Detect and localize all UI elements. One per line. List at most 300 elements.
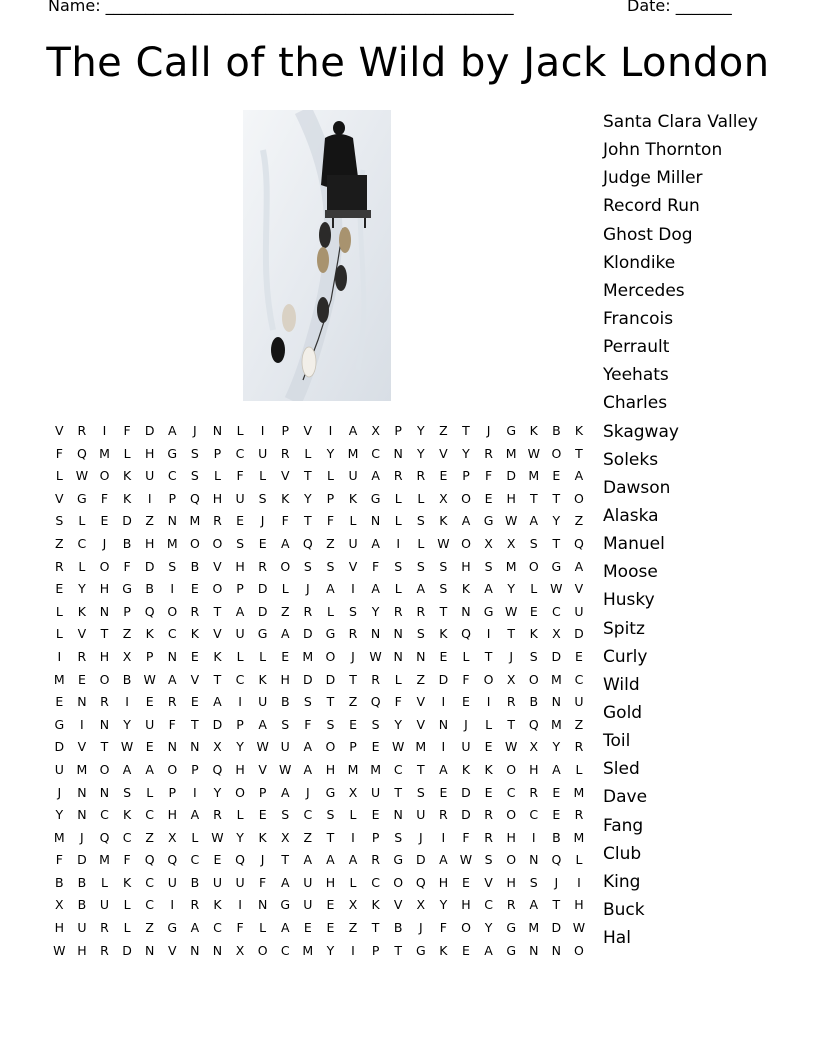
grid-letter[interactable]: N (370, 513, 381, 529)
grid-letter[interactable]: H (461, 558, 471, 574)
grid-letter[interactable]: H (235, 761, 245, 777)
grid-letter[interactable]: C (122, 829, 132, 845)
grid-letter[interactable]: D (461, 784, 471, 800)
grid-letter[interactable]: C (506, 784, 516, 800)
grid-letter[interactable]: T (349, 671, 357, 687)
grid-letter[interactable]: U (235, 626, 245, 642)
grid-letter[interactable]: H (438, 874, 449, 890)
grid-letter[interactable]: A (280, 784, 290, 800)
grid-letter[interactable]: C (235, 445, 245, 461)
grid-letter[interactable]: R (303, 603, 313, 619)
grid-letter[interactable]: I (238, 694, 242, 710)
grid-letter[interactable]: U (145, 716, 155, 732)
grid-letter[interactable]: T (507, 716, 515, 732)
grid-letter[interactable]: U (99, 897, 110, 913)
grid-letter[interactable]: E (462, 694, 470, 710)
grid-letter[interactable]: T (371, 920, 380, 936)
grid-letter[interactable]: G (167, 920, 178, 936)
grid-letter[interactable]: N (212, 423, 223, 438)
grid-letter[interactable]: R (77, 423, 87, 438)
grid-letter[interactable]: W (504, 513, 518, 529)
grid-letter[interactable]: Y (371, 603, 380, 619)
grid-letter[interactable]: L (485, 716, 493, 732)
grid-letter[interactable]: Y (552, 739, 561, 755)
grid-letter[interactable]: Y (304, 490, 312, 506)
grid-letter[interactable]: N (144, 942, 155, 958)
grid-letter[interactable]: X (348, 784, 358, 800)
grid-letter[interactable]: L (530, 581, 538, 597)
grid-letter[interactable]: A (122, 761, 132, 777)
grid-letter[interactable]: O (574, 942, 584, 958)
grid-letter[interactable]: D (461, 807, 471, 823)
grid-letter[interactable]: F (372, 558, 380, 574)
grid-letter[interactable]: U (416, 807, 426, 823)
grid-letter[interactable]: B (552, 829, 561, 845)
grid-letter[interactable]: Y (326, 942, 335, 958)
grid-letter[interactable]: S (484, 558, 493, 574)
grid-letter[interactable]: O (528, 671, 539, 687)
grid-letter[interactable]: V (439, 445, 448, 461)
grid-letter[interactable]: N (77, 694, 87, 710)
grid-letter[interactable]: O (574, 490, 584, 506)
grid-letter[interactable]: P (213, 445, 222, 461)
grid-letter[interactable]: S (416, 513, 425, 529)
grid-letter[interactable]: A (326, 581, 335, 597)
grid-letter[interactable]: L (304, 445, 312, 461)
grid-letter[interactable]: U (235, 874, 245, 890)
grid-letter[interactable]: T (416, 761, 425, 777)
grid-letter[interactable]: G (122, 581, 132, 597)
grid-letter[interactable]: F (259, 874, 267, 890)
grid-letter[interactable]: A (439, 852, 448, 868)
grid-letter[interactable]: H (325, 761, 336, 777)
grid-letter[interactable]: L (191, 829, 199, 845)
grid-letter[interactable]: A (190, 807, 200, 823)
grid-letter[interactable]: A (258, 716, 267, 732)
grid-letter[interactable]: S (190, 468, 199, 484)
grid-letter[interactable]: S (416, 626, 425, 642)
grid-letter[interactable]: A (303, 739, 313, 755)
grid-letter[interactable]: K (574, 423, 584, 438)
grid-letter[interactable]: M (302, 648, 314, 664)
grid-letter[interactable]: S (303, 558, 312, 574)
grid-letter[interactable]: M (415, 739, 427, 755)
grid-letter[interactable]: H (325, 874, 336, 890)
grid-letter[interactable]: R (393, 468, 403, 484)
grid-letter[interactable]: H (54, 920, 64, 936)
grid-letter[interactable]: Y (394, 716, 403, 732)
grid-letter[interactable]: T (213, 603, 222, 619)
grid-letter[interactable]: P (258, 784, 267, 800)
grid-letter[interactable]: I (441, 829, 446, 845)
grid-letter[interactable]: L (236, 648, 244, 664)
grid-letter[interactable]: K (529, 423, 538, 438)
grid-letter[interactable]: V (574, 581, 584, 597)
grid-letter[interactable]: D (574, 626, 584, 642)
grid-letter[interactable]: L (78, 513, 86, 529)
grid-letter[interactable]: M (505, 445, 517, 461)
grid-letter[interactable]: D (303, 626, 313, 642)
grid-letter[interactable]: S (258, 490, 267, 506)
grid-letter[interactable]: L (123, 445, 131, 461)
grid-letter[interactable]: R (190, 897, 200, 913)
grid-letter[interactable]: O (325, 739, 336, 755)
grid-letter[interactable]: B (122, 671, 132, 687)
grid-letter[interactable]: U (348, 468, 358, 484)
grid-letter[interactable]: Q (235, 852, 245, 868)
grid-letter[interactable]: S (281, 716, 290, 732)
grid-letter[interactable]: P (326, 490, 335, 506)
grid-letter[interactable]: Z (348, 694, 358, 710)
grid-letter[interactable]: M (347, 761, 359, 777)
grid-letter[interactable]: Q (574, 535, 584, 551)
grid-letter[interactable]: Z (303, 829, 313, 845)
grid-letter[interactable]: D (77, 852, 87, 868)
grid-letter[interactable]: B (77, 874, 87, 890)
grid-letter[interactable]: T (100, 626, 109, 642)
grid-letter[interactable]: Y (439, 897, 448, 913)
grid-letter[interactable]: J (464, 716, 468, 732)
grid-letter[interactable]: N (190, 739, 200, 755)
grid-letter[interactable]: A (371, 581, 380, 597)
grid-letter[interactable]: C (529, 807, 539, 823)
grid-letter[interactable]: Y (78, 581, 86, 597)
grid-letter[interactable]: L (123, 920, 131, 936)
grid-letter[interactable]: N (77, 784, 87, 800)
grid-letter[interactable]: P (236, 716, 244, 732)
grid-letter[interactable]: D (551, 648, 562, 664)
grid-letter[interactable]: L (394, 490, 402, 506)
grid-letter[interactable]: W (53, 942, 66, 958)
grid-letter[interactable]: O (461, 490, 471, 506)
grid-letter[interactable]: O (483, 671, 494, 687)
grid-letter[interactable]: N (393, 445, 403, 461)
grid-letter[interactable]: L (213, 468, 221, 484)
grid-letter[interactable]: B (393, 920, 403, 936)
grid-letter[interactable]: H (280, 671, 290, 687)
grid-letter[interactable]: O (99, 671, 110, 687)
grid-letter[interactable]: K (258, 671, 267, 687)
grid-letter[interactable]: O (257, 942, 268, 958)
grid-letter[interactable]: P (281, 423, 289, 438)
grid-letter[interactable]: T (394, 942, 403, 958)
grid-letter[interactable]: K (439, 626, 448, 642)
grid-letter[interactable]: V (280, 468, 290, 484)
grid-letter[interactable]: V (348, 558, 358, 574)
grid-letter[interactable]: S (55, 513, 64, 529)
grid-letter[interactable]: O (325, 648, 336, 664)
grid-letter[interactable]: E (439, 468, 448, 484)
grid-letter[interactable]: Z (122, 626, 132, 642)
grid-letter[interactable]: Z (326, 535, 335, 551)
grid-letter[interactable]: R (190, 603, 200, 619)
grid-letter[interactable]: Q (461, 626, 471, 642)
grid-letter[interactable]: R (506, 694, 516, 710)
grid-letter[interactable]: B (190, 558, 200, 574)
grid-letter[interactable]: L (259, 468, 267, 484)
grid-letter[interactable]: G (280, 897, 291, 913)
grid-letter[interactable]: Y (55, 807, 64, 823)
grid-letter[interactable]: E (462, 942, 470, 958)
grid-letter[interactable]: E (145, 694, 154, 710)
grid-letter[interactable]: E (326, 897, 335, 913)
grid-letter[interactable]: L (349, 513, 357, 529)
grid-letter[interactable]: F (123, 852, 131, 868)
grid-letter[interactable]: T (326, 829, 335, 845)
grid-letter[interactable]: O (280, 558, 291, 574)
grid-letter[interactable]: M (76, 761, 88, 777)
grid-letter[interactable]: Q (189, 490, 200, 506)
grid-letter[interactable]: J (486, 423, 491, 438)
grid-letter[interactable]: I (351, 942, 355, 958)
grid-letter[interactable]: N (370, 626, 381, 642)
grid-letter[interactable]: A (574, 558, 584, 574)
grid-letter[interactable]: B (529, 694, 539, 710)
grid-letter[interactable]: E (258, 807, 267, 823)
grid-letter[interactable]: T (439, 603, 448, 619)
grid-letter[interactable]: V (167, 942, 177, 958)
grid-letter[interactable]: M (505, 558, 517, 574)
grid-letter[interactable]: C (484, 897, 493, 913)
grid-letter[interactable]: D (257, 581, 268, 597)
grid-letter[interactable]: R (529, 784, 539, 800)
grid-letter[interactable]: D (122, 942, 132, 958)
grid-letter[interactable]: J (351, 648, 355, 664)
grid-letter[interactable]: W (572, 920, 586, 936)
grid-letter[interactable]: D (303, 671, 313, 687)
grid-letter[interactable]: U (77, 920, 87, 936)
grid-letter[interactable]: S (326, 558, 335, 574)
grid-letter[interactable]: L (394, 671, 402, 687)
grid-letter[interactable]: S (484, 852, 493, 868)
grid-letter[interactable]: F (462, 671, 470, 687)
grid-letter[interactable]: O (167, 603, 178, 619)
grid-letter[interactable]: C (371, 445, 380, 461)
grid-letter[interactable]: C (235, 671, 245, 687)
grid-letter[interactable]: W (279, 761, 292, 777)
grid-letter[interactable]: X (529, 739, 539, 755)
grid-letter[interactable]: D (122, 513, 132, 529)
grid-letter[interactable]: V (303, 423, 313, 438)
grid-letter[interactable]: A (552, 761, 561, 777)
grid-letter[interactable]: W (550, 581, 563, 597)
grid-letter[interactable]: R (213, 513, 222, 529)
grid-letter[interactable]: X (213, 739, 222, 755)
grid-letter[interactable]: R (393, 603, 403, 619)
grid-letter[interactable]: T (100, 739, 109, 755)
grid-letter[interactable]: A (484, 581, 493, 597)
grid-letter[interactable]: N (529, 942, 539, 958)
grid-letter[interactable]: W (369, 648, 382, 664)
grid-letter[interactable]: M (99, 445, 110, 461)
grid-letter[interactable]: T (507, 626, 515, 642)
grid-letter[interactable]: F (281, 513, 289, 529)
grid-letter[interactable]: A (461, 513, 471, 529)
grid-letter[interactable]: P (145, 648, 154, 664)
grid-letter[interactable]: Q (528, 716, 539, 732)
grid-letter[interactable]: S (168, 558, 177, 574)
grid-letter[interactable]: O (461, 920, 471, 936)
grid-letter[interactable]: H (212, 490, 223, 506)
grid-letter[interactable]: S (394, 558, 403, 574)
grid-letter[interactable]: D (415, 852, 426, 868)
grid-letter[interactable]: A (190, 920, 200, 936)
grid-letter[interactable]: S (529, 874, 538, 890)
grid-letter[interactable]: N (167, 739, 177, 755)
grid-letter[interactable]: E (484, 784, 493, 800)
grid-letter[interactable]: U (574, 603, 584, 619)
grid-letter[interactable]: V (213, 558, 222, 574)
grid-letter[interactable]: S (529, 535, 538, 551)
grid-letter[interactable]: R (77, 648, 87, 664)
grid-letter[interactable]: O (551, 445, 562, 461)
grid-letter[interactable]: L (462, 648, 470, 664)
grid-letter[interactable]: A (235, 603, 245, 619)
grid-letter[interactable]: M (528, 468, 540, 484)
grid-letter[interactable]: M (53, 671, 65, 687)
grid-letter[interactable]: Y (416, 445, 425, 461)
grid-letter[interactable]: F (168, 716, 176, 732)
grid-letter[interactable]: E (552, 807, 561, 823)
grid-letter[interactable]: P (371, 829, 380, 845)
grid-letter[interactable]: X (167, 829, 177, 845)
grid-letter[interactable]: G (325, 626, 336, 642)
grid-letter[interactable]: F (236, 920, 244, 936)
grid-letter[interactable]: W (75, 468, 89, 484)
grid-letter[interactable]: E (575, 648, 583, 664)
grid-letter[interactable]: P (168, 784, 177, 800)
grid-letter[interactable]: T (552, 490, 561, 506)
grid-letter[interactable]: L (394, 581, 402, 597)
grid-letter[interactable]: V (190, 671, 200, 687)
grid-letter[interactable]: L (575, 852, 583, 868)
grid-letter[interactable]: M (573, 829, 585, 845)
grid-letter[interactable]: R (484, 807, 493, 823)
grid-letter[interactable]: R (100, 694, 109, 710)
grid-letter[interactable]: E (55, 694, 64, 710)
grid-letter[interactable]: Q (212, 761, 223, 777)
grid-letter[interactable]: L (259, 920, 267, 936)
grid-letter[interactable]: R (484, 445, 493, 461)
grid-letter[interactable]: M (166, 535, 178, 551)
grid-letter[interactable]: J (193, 423, 197, 438)
grid-letter[interactable]: J (305, 784, 310, 800)
grid-letter[interactable]: S (190, 445, 199, 461)
grid-letter[interactable]: E (326, 920, 335, 936)
grid-letter[interactable]: A (280, 626, 290, 642)
grid-letter[interactable]: C (145, 874, 155, 890)
grid-letter[interactable]: Q (370, 694, 381, 710)
grid-letter[interactable]: P (371, 942, 380, 958)
grid-letter[interactable]: E (55, 581, 64, 597)
grid-letter[interactable]: D (54, 739, 65, 755)
grid-letter[interactable]: G (54, 716, 65, 732)
grid-letter[interactable]: A (280, 535, 290, 551)
grid-letter[interactable]: X (506, 671, 516, 687)
grid-letter[interactable]: K (190, 626, 199, 642)
grid-letter[interactable]: F (236, 468, 244, 484)
grid-letter[interactable]: H (529, 761, 539, 777)
grid-letter[interactable]: N (393, 648, 403, 664)
grid-letter[interactable]: G (415, 942, 426, 958)
grid-letter[interactable]: X (506, 535, 516, 551)
grid-letter[interactable]: O (235, 784, 245, 800)
grid-letter[interactable]: G (506, 942, 517, 958)
grid-letter[interactable]: T (304, 513, 312, 529)
grid-letter[interactable]: G (506, 920, 517, 936)
grid-letter[interactable]: G (257, 626, 268, 642)
grid-letter[interactable]: L (123, 897, 131, 913)
grid-letter[interactable]: W (211, 829, 224, 845)
grid-letter[interactable]: W (256, 739, 269, 755)
grid-letter[interactable]: G (325, 784, 336, 800)
grid-letter[interactable]: N (167, 513, 177, 529)
grid-letter[interactable]: D (438, 671, 449, 687)
grid-letter[interactable]: Q (99, 829, 110, 845)
grid-letter[interactable]: C (574, 671, 584, 687)
grid-letter[interactable]: B (55, 874, 64, 890)
grid-letter[interactable]: Y (462, 445, 470, 461)
grid-letter[interactable]: A (416, 581, 426, 597)
grid-letter[interactable]: A (167, 423, 177, 438)
grid-letter[interactable]: X (348, 897, 358, 913)
grid-letter[interactable]: F (55, 445, 63, 461)
grid-letter[interactable]: A (574, 468, 584, 484)
grid-letter[interactable]: W (527, 445, 540, 461)
grid-letter[interactable]: H (506, 829, 516, 845)
grid-letter[interactable]: O (506, 807, 517, 823)
grid-letter[interactable]: Q (302, 535, 313, 551)
grid-letter[interactable]: N (77, 807, 87, 823)
grid-letter[interactable]: S (326, 716, 335, 732)
grid-letter[interactable]: A (439, 761, 448, 777)
grid-letter[interactable]: L (326, 468, 334, 484)
grid-letter[interactable]: X (439, 490, 448, 506)
grid-letter[interactable]: X (484, 535, 493, 551)
grid-letter[interactable]: M (528, 920, 540, 936)
grid-letter[interactable]: M (573, 784, 585, 800)
grid-letter[interactable]: C (167, 468, 177, 484)
grid-letter[interactable]: W (392, 739, 405, 755)
grid-letter[interactable]: P (462, 468, 470, 484)
grid-letter[interactable]: I (351, 829, 355, 845)
grid-letter[interactable]: U (371, 784, 381, 800)
grid-letter[interactable]: H (574, 897, 584, 913)
grid-letter[interactable]: V (258, 761, 267, 777)
grid-letter[interactable]: L (55, 468, 63, 484)
grid-letter[interactable]: O (99, 558, 110, 574)
grid-letter[interactable]: Y (552, 513, 561, 529)
grid-letter[interactable]: N (99, 784, 110, 800)
grid-letter[interactable]: A (326, 852, 335, 868)
grid-letter[interactable]: F (123, 423, 131, 438)
grid-letter[interactable]: F (462, 829, 470, 845)
grid-letter[interactable]: N (99, 603, 110, 619)
grid-letter[interactable]: U (54, 761, 64, 777)
grid-letter[interactable]: I (441, 694, 446, 710)
grid-letter[interactable]: K (461, 581, 471, 597)
grid-letter[interactable]: U (348, 535, 358, 551)
grid-letter[interactable]: R (280, 445, 290, 461)
grid-letter[interactable]: I (170, 897, 175, 913)
grid-letter[interactable]: T (552, 535, 561, 551)
grid-letter[interactable]: E (190, 694, 199, 710)
grid-letter[interactable]: J (57, 784, 62, 800)
grid-letter[interactable]: K (213, 648, 222, 664)
grid-letter[interactable]: T (304, 468, 312, 484)
grid-letter[interactable]: E (77, 671, 86, 687)
grid-letter[interactable]: Y (123, 716, 131, 732)
